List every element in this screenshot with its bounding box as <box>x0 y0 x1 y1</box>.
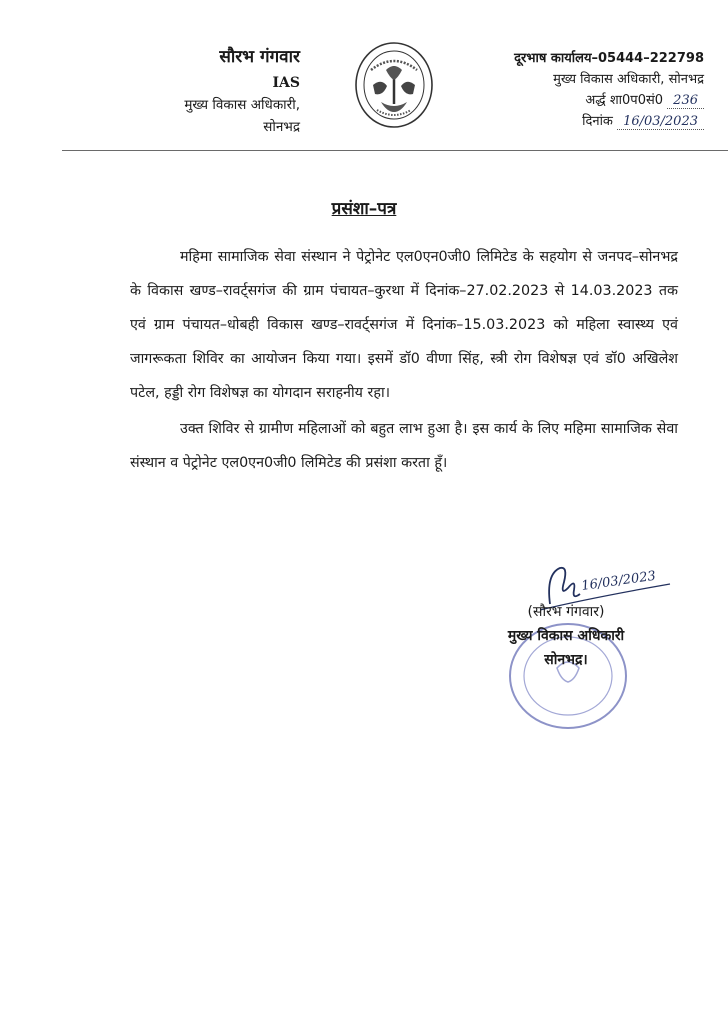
signature-date: 16/03/2023 <box>580 568 657 594</box>
signatory-place: सोनभद्र। <box>544 652 588 668</box>
reference-label: अर्द्ध शा0प0सं0 <box>585 93 664 108</box>
reference-line <box>470 90 704 111</box>
header-divider <box>62 150 728 151</box>
paragraph-2: उक्त शिविर से ग्रामीण महिलाओं को बहुत लाभ हुआ है। इस कार्य के लिए महिमा सामाजिक सेवा संस्थान व पेट्रोनेट एल0एन0जी0 लिमिटेड की प्रसंशा करता हूँ। <box>130 421 678 471</box>
date-label: दिनांक <box>582 114 613 129</box>
officer-header <box>120 44 300 138</box>
paragraph-1: महिमा सामाजिक सेवा संस्थान ने पेट्रोनेट एल0एन0जी0 लिमिटेड के सहयोग से जनपद–सोनभद्र के विकास खण्ड–रावर्ट्सगंज की ग्राम पंचायत–कुरथा में दिनांक–27.02.2023 से 14.03.2023 तक एवं ग्राम पंचायत–धोबही विकास खण्ड–रावर्ट्सगंज में दिनांक–15.03.2023 को महिला स्वास्थ्य एवं जागरूकता शिविर का आयोजन किया गया। इसमें डॉ0 वीणा सिंह, स्त्री रोग विशेषज्ञ एवं डॉ0 अखिलेश पटेल, हड्डी रोग विशेषज्ञ का योगदान सराहनीय रहा। <box>130 249 678 401</box>
officer-name: सौरभ गंगवार <box>219 47 300 67</box>
date-value: 16/03/2023 <box>617 114 704 130</box>
office-name: मुख्य विकास अधिकारी, सोनभद्र <box>553 72 704 87</box>
letter-body <box>130 240 678 480</box>
reference-number: 236 <box>667 93 704 109</box>
page-title: प्रसंशा–पत्र <box>331 199 397 219</box>
officer-service: IAS <box>272 75 300 91</box>
signature-block <box>476 600 656 672</box>
office-phone: दूरभाष कार्यालय–05444–222798 <box>514 51 704 66</box>
office-contact <box>470 48 704 132</box>
signatory-designation: मुख्य विकास अधिकारी <box>507 628 625 644</box>
signatory-name: (सौरभ गंगवार) <box>527 604 605 620</box>
date-line <box>470 111 704 132</box>
officer-designation: मुख्य विकास अधिकारी, <box>184 97 300 113</box>
up-government-emblem-icon <box>353 40 435 130</box>
officer-district: सोनभद्र <box>263 119 300 135</box>
